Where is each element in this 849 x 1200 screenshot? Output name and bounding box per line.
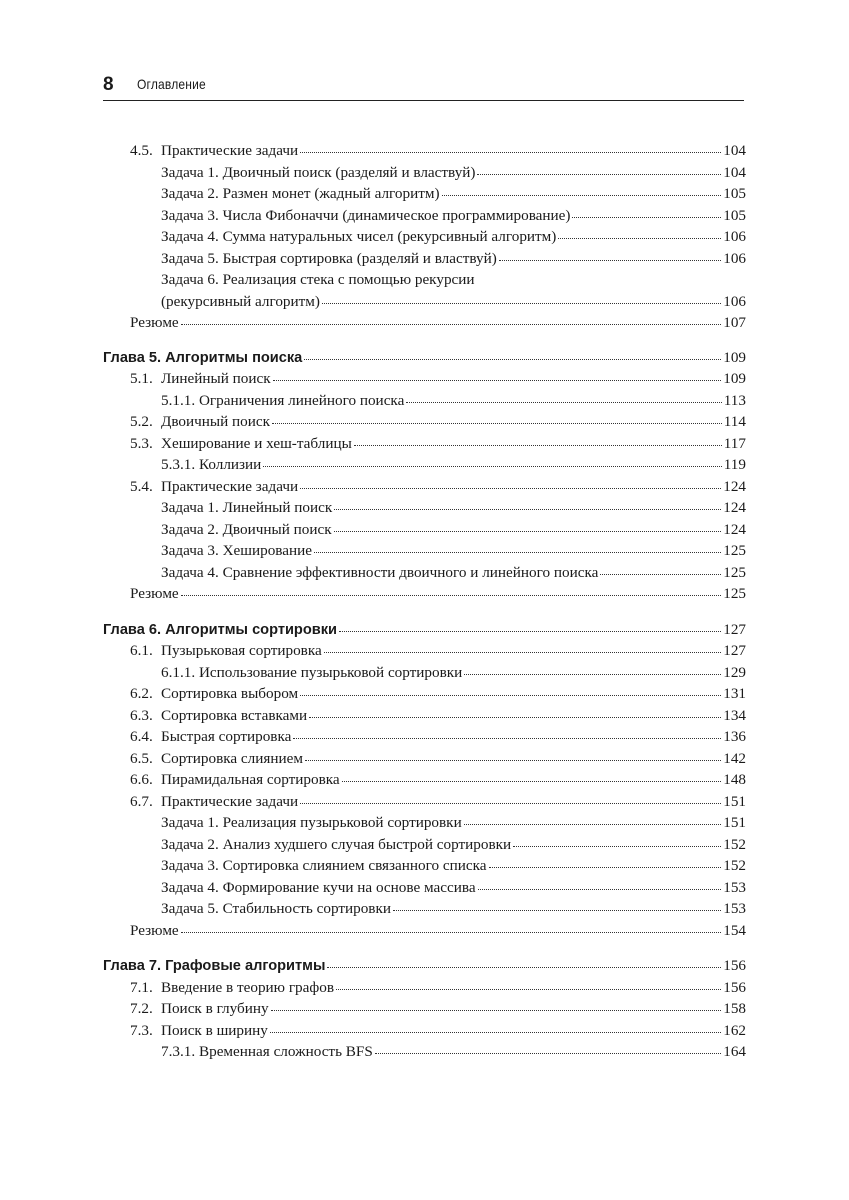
page-ref: 104 xyxy=(723,142,746,159)
page-ref: 153 xyxy=(723,900,746,917)
page-ref: 151 xyxy=(723,792,746,810)
toc-entry-6-5[interactable] xyxy=(103,750,746,772)
entry-title: Задача 4. Сравнение эффективности двоичного и линейного поиска xyxy=(161,563,599,581)
page-ref: 158 xyxy=(723,1000,746,1017)
toc-entry-5-2[interactable] xyxy=(103,413,746,435)
toc-entry-task-4-4[interactable] xyxy=(103,228,746,250)
toc-entry-task-4-5[interactable] xyxy=(103,250,746,272)
dot-leader xyxy=(324,648,721,653)
page-ref: 106 xyxy=(723,249,746,267)
dot-leader xyxy=(464,670,721,675)
dot-leader xyxy=(293,734,721,739)
entry-title: Задача 1. Двоичный поиск (разделяй и властвуй) xyxy=(161,163,476,181)
page-ref: 152 xyxy=(723,857,746,874)
page-ref: 131 xyxy=(723,685,746,702)
entry-title: Резюме xyxy=(130,921,179,939)
toc-entry-task-4-1[interactable] xyxy=(103,164,746,186)
dot-leader xyxy=(305,756,721,761)
entry-title: 5.1.1. Ограничения линейного поиска xyxy=(161,391,405,409)
toc-entry-7-3-1[interactable] xyxy=(103,1043,746,1065)
section-number: 6.6. xyxy=(130,771,153,788)
page-ref: 152 xyxy=(723,835,746,853)
entry-title: Введение в теорию графов xyxy=(161,978,334,996)
dot-leader xyxy=(270,1028,721,1033)
toc-entry-task-4-2[interactable] xyxy=(103,185,746,207)
section-number: 7.1. xyxy=(130,978,153,996)
dot-leader xyxy=(478,885,722,890)
dot-leader xyxy=(300,148,721,153)
dot-leader xyxy=(314,548,721,553)
entry-title: Двоичный поиск xyxy=(161,413,271,430)
section-number: 5.4. xyxy=(130,477,153,495)
entry-title: Резюме xyxy=(130,585,179,602)
toc-entry-task-6-1[interactable] xyxy=(103,814,746,836)
dot-leader xyxy=(334,505,721,510)
entry-title: Сортировка выбором xyxy=(161,685,299,702)
dot-leader xyxy=(375,1049,721,1054)
dot-leader xyxy=(558,234,721,239)
page-ref: 114 xyxy=(723,413,746,430)
entry-title: Поиск в глубину xyxy=(161,1000,269,1017)
chapter-title: Глава 6. Алгоритмы сортировки xyxy=(103,621,338,638)
dot-leader xyxy=(339,627,721,632)
page-ref: 105 xyxy=(723,206,746,224)
section-number: 5.3. xyxy=(130,434,153,452)
chapter-title: Глава 7. Графовые алгоритмы xyxy=(103,958,326,974)
page-ref: 109 xyxy=(723,370,746,387)
dot-leader xyxy=(322,299,721,304)
entry-title: Практические задачи xyxy=(161,477,299,495)
section-number: 6.4. xyxy=(130,728,153,745)
page-ref: 107 xyxy=(723,314,746,331)
toc-entry-task-4-6-line1[interactable] xyxy=(103,271,746,293)
page-ref: 119 xyxy=(723,456,746,473)
toc-chapter-7[interactable] xyxy=(103,957,746,979)
dot-leader xyxy=(181,928,722,933)
entry-title: Пирамидальная сортировка xyxy=(161,771,340,788)
page-ref: 164 xyxy=(723,1043,746,1060)
entry-title: Резюме xyxy=(130,314,179,331)
entry-title: Задача 5. Стабильность сортировки xyxy=(161,900,391,917)
page-ref: 113 xyxy=(723,391,746,409)
entry-title: Задача 4. Формирование кучи на основе массива xyxy=(161,878,476,896)
toc-entry-summary-6[interactable] xyxy=(103,922,746,944)
entry-title: Задача 4. Сумма натуральных чисел (рекурсивный алгоритм) xyxy=(161,228,557,245)
page-ref: 156 xyxy=(723,957,746,974)
entry-title: Задача 5. Быстрая сортировка (разделяй и властвуй) xyxy=(161,249,497,267)
toc-entry-5-1-1[interactable] xyxy=(103,392,746,414)
section-number: 6.1. xyxy=(130,642,153,659)
toc-entry-6-6[interactable] xyxy=(103,771,746,793)
dot-leader xyxy=(273,376,722,381)
dot-leader xyxy=(327,963,721,968)
page-ref: 125 xyxy=(723,585,746,602)
dot-leader xyxy=(499,256,721,261)
toc-entry-6-7[interactable] xyxy=(103,793,746,815)
dot-leader xyxy=(300,799,721,804)
dot-leader xyxy=(181,591,722,596)
section-number: 5.2. xyxy=(130,413,153,430)
toc-entry-task-4-3[interactable] xyxy=(103,207,746,229)
dot-leader xyxy=(442,191,722,196)
dot-leader xyxy=(406,398,721,403)
page-ref: 127 xyxy=(723,620,746,638)
entry-title: Задача 3. Сортировка слиянием связанного списка xyxy=(161,857,487,874)
entry-title: Задача 1. Реализация пузырьковой сортировки xyxy=(161,814,462,831)
page-ref: 124 xyxy=(723,477,746,495)
toc-entry-task-5-3[interactable] xyxy=(103,542,746,564)
entry-title: Сортировка слиянием xyxy=(161,749,303,767)
toc-entry-summary-4[interactable] xyxy=(103,314,746,336)
running-title: Оглавление xyxy=(137,76,206,92)
entry-title: Задача 2. Двоичный поиск xyxy=(161,520,332,538)
page-ref: 129 xyxy=(723,663,746,681)
dot-leader xyxy=(181,320,722,325)
dot-leader xyxy=(300,691,721,696)
toc-entry-task-6-5[interactable] xyxy=(103,900,746,922)
toc-entry-task-5-1[interactable] xyxy=(103,499,746,521)
dot-leader xyxy=(263,462,722,467)
page-ref: 142 xyxy=(723,749,746,767)
toc-entry-5-1[interactable] xyxy=(103,370,746,392)
page-ref: 127 xyxy=(723,642,746,659)
toc-entry-7-2[interactable] xyxy=(103,1000,746,1022)
dot-leader xyxy=(477,170,721,175)
entry-title: 5.3.1. Коллизии xyxy=(161,456,262,473)
toc-entry-7-1[interactable] xyxy=(103,979,746,1001)
dot-leader xyxy=(309,713,721,718)
toc-entry-6-3[interactable] xyxy=(103,707,746,729)
page-ref: 104 xyxy=(723,163,746,181)
toc-entry-task-6-3[interactable] xyxy=(103,857,746,879)
page-ref: 124 xyxy=(723,520,746,538)
entry-title: Пузырьковая сортировка xyxy=(161,642,322,659)
section-number: 7.2. xyxy=(130,1000,153,1017)
dot-leader xyxy=(272,419,722,424)
toc-entry-task-5-2[interactable] xyxy=(103,521,746,543)
dot-leader xyxy=(271,1006,722,1011)
dot-leader xyxy=(393,906,721,911)
page-ref: 154 xyxy=(723,921,746,939)
page-ref: 156 xyxy=(723,978,746,996)
toc-entry-5-3-1[interactable] xyxy=(103,456,746,478)
page-number: 8 xyxy=(103,74,114,95)
section-number: 6.5. xyxy=(130,749,153,767)
dot-leader xyxy=(354,441,722,446)
section-number: 6.2. xyxy=(130,685,153,702)
entry-title-continued: (рекурсивный алгоритм) xyxy=(161,292,320,310)
dot-leader xyxy=(489,863,722,868)
dot-leader xyxy=(513,842,721,847)
entry-title: 7.3.1. Временная сложность BFS xyxy=(161,1043,373,1060)
page-ref: 136 xyxy=(723,728,746,745)
chapter-title: Глава 5. Алгоритмы поиска xyxy=(103,349,303,366)
page-ref: 124 xyxy=(723,499,746,516)
toc-chapter-6[interactable] xyxy=(103,621,746,643)
page-ref: 125 xyxy=(723,563,746,581)
toc-entry-6-1[interactable] xyxy=(103,642,746,664)
table-of-contents xyxy=(103,142,746,1065)
toc-entry-task-4-6[interactable] xyxy=(103,293,746,315)
page-ref: 109 xyxy=(723,348,746,366)
entry-title: 6.1.1. Использование пузырьковой сортировки xyxy=(161,663,463,681)
entry-title: Практические задачи xyxy=(161,792,299,810)
page-ref: 162 xyxy=(723,1021,746,1039)
page-ref: 151 xyxy=(723,814,746,831)
dot-leader xyxy=(336,985,721,990)
page-ref: 134 xyxy=(723,706,746,724)
entry-title: Задача 2. Размен монет (жадный алгоритм) xyxy=(161,185,440,202)
entry-title: Линейный поиск xyxy=(161,370,271,387)
section-number: 7.3. xyxy=(130,1021,153,1039)
entry-title: Поиск в ширину xyxy=(161,1021,268,1039)
toc-entry-summary-5[interactable] xyxy=(103,585,746,607)
entry-title: Задача 6. Реализация стека с помощью рекурсии xyxy=(161,271,475,288)
page-ref: 125 xyxy=(723,542,746,559)
page-ref: 105 xyxy=(723,185,746,202)
entry-title: Задача 2. Анализ худшего случая быстрой сортировки xyxy=(161,835,512,853)
section-number: 5.1. xyxy=(130,370,153,387)
page-ref: 153 xyxy=(723,878,746,896)
page-header xyxy=(103,70,744,101)
toc-entry-7-3[interactable] xyxy=(103,1022,746,1044)
toc-entry-5-4[interactable] xyxy=(103,478,746,500)
toc-entry-5-3[interactable] xyxy=(103,435,746,457)
dot-leader xyxy=(572,213,721,218)
entry-title: Сортировка вставками xyxy=(161,706,308,724)
entry-title: Практические задачи xyxy=(161,142,299,159)
toc-entry-task-6-4[interactable] xyxy=(103,879,746,901)
page-ref: 117 xyxy=(723,434,746,452)
dot-leader xyxy=(600,570,721,575)
page-ref: 148 xyxy=(723,771,746,788)
section-number: 6.3. xyxy=(130,706,153,724)
section-number: 4.5. xyxy=(130,142,153,159)
toc-entry-task-5-4[interactable] xyxy=(103,564,746,586)
toc-entry-task-6-2[interactable] xyxy=(103,836,746,858)
section-number: 6.7. xyxy=(130,792,153,810)
entry-title: Быстрая сортировка xyxy=(161,728,292,745)
dot-leader xyxy=(300,484,721,489)
entry-title: Задача 3. Числа Фибоначчи (динамическое программирование) xyxy=(161,206,571,224)
page-ref: 106 xyxy=(723,292,746,310)
toc-entry-4-5[interactable] xyxy=(103,142,746,164)
dot-leader xyxy=(304,355,721,360)
dot-leader xyxy=(464,820,722,825)
toc-entry-6-1-1[interactable] xyxy=(103,664,746,686)
dot-leader xyxy=(342,777,722,782)
page-ref: 106 xyxy=(723,228,746,245)
entry-title: Хеширование и хеш-таблицы xyxy=(161,434,352,452)
toc-chapter-5[interactable] xyxy=(103,349,746,371)
entry-title: Задача 3. Хеширование xyxy=(161,542,312,559)
dot-leader xyxy=(334,527,722,532)
toc-entry-6-2[interactable] xyxy=(103,685,746,707)
toc-entry-6-4[interactable] xyxy=(103,728,746,750)
entry-title: Задача 1. Линейный поиск xyxy=(161,499,333,516)
